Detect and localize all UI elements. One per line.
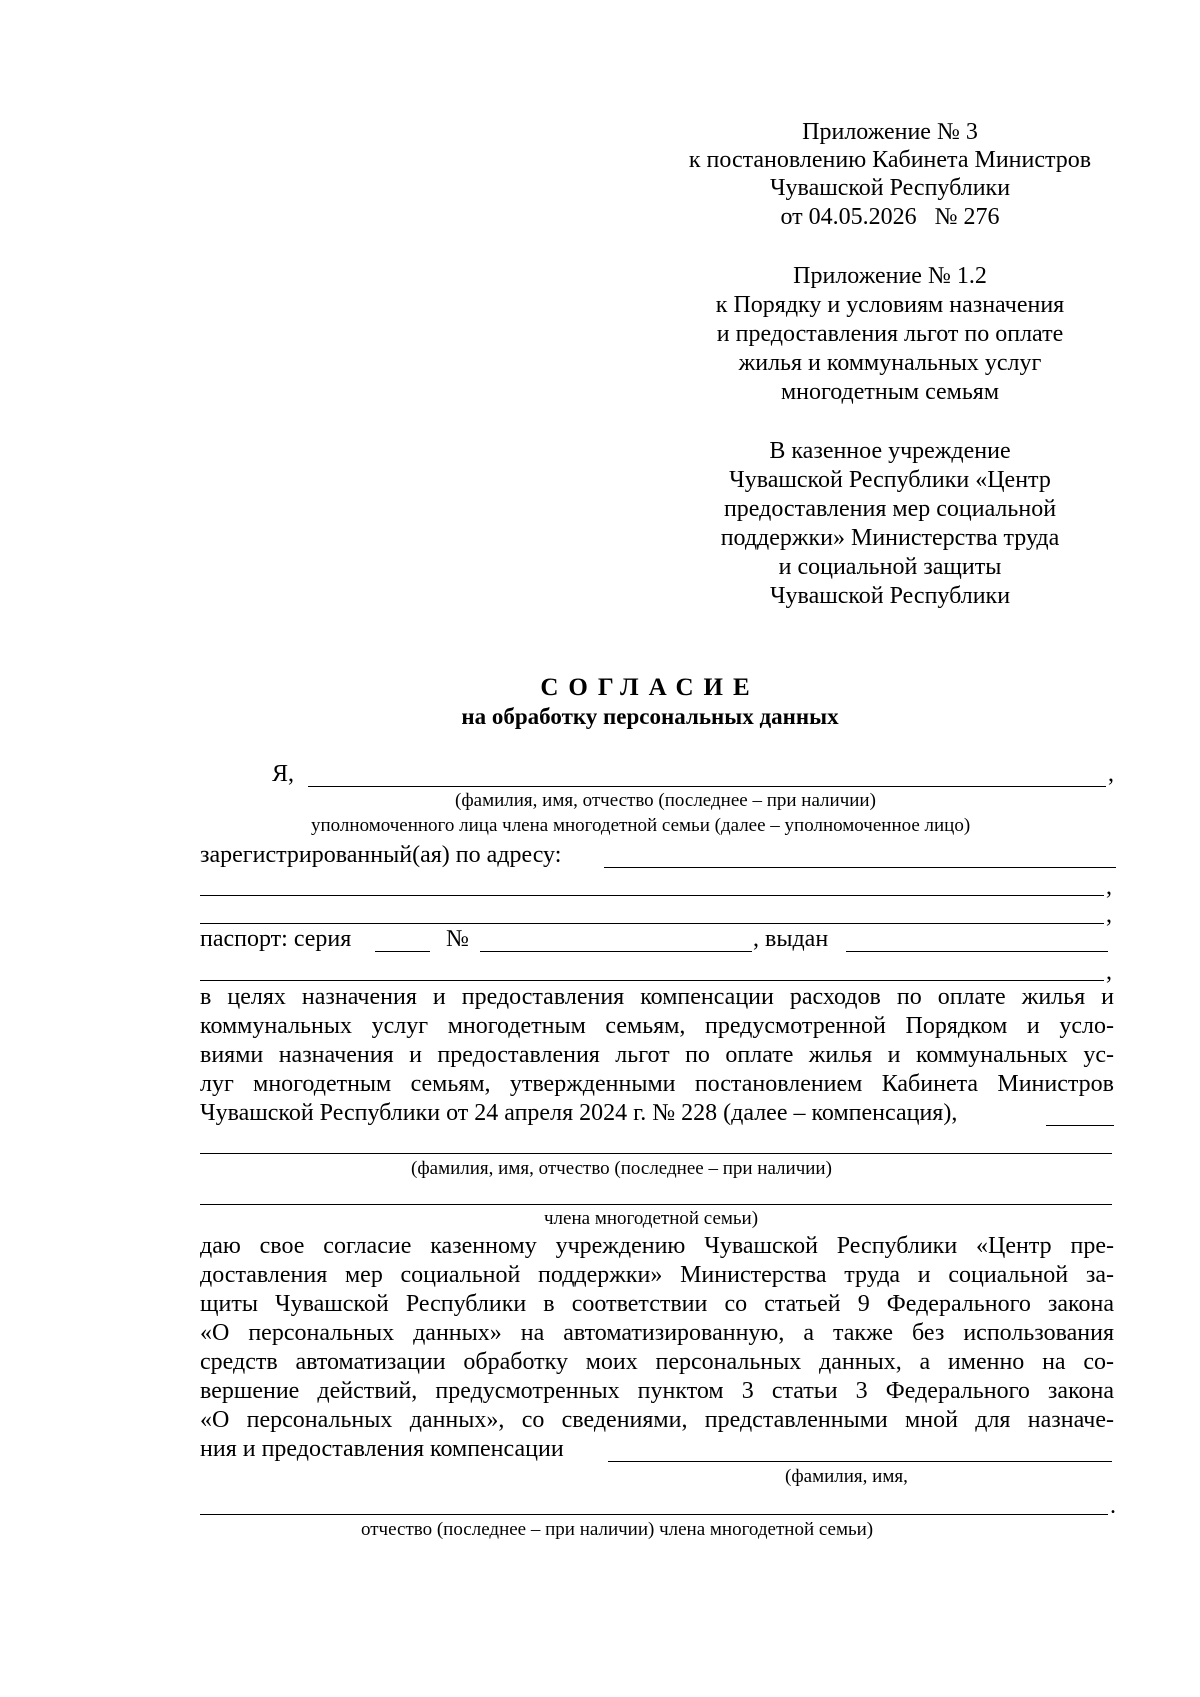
representative-hint: уполномоченного лица члена многодетной семьи (далее – уполномоченное лицо) <box>311 815 971 836</box>
address-comma-1: , <box>1106 874 1112 900</box>
address-input-line-2[interactable] <box>200 895 1104 896</box>
addressee-line-3: предоставления мер социальной <box>723 496 1057 522</box>
passport-series-line[interactable] <box>375 951 430 952</box>
fio-hint: (фамилия, имя, отчество (последнее – при наличии) <box>455 790 876 811</box>
purpose-line-1: в целях назначения и предоставления компенсации расходов по оплате жилья и <box>200 984 1114 1010</box>
final-hint-2: отчество (последнее – при наличии) члена многодетной семьи) <box>361 1519 874 1540</box>
member-fio-hint: (фамилия, имя, отчество (последнее – при наличии) <box>411 1158 832 1179</box>
consent-line-1: даю свое согласие казенному учреждению Чувашской Республики «Центр пре- <box>200 1233 1114 1259</box>
addressee-line-1: В казенное учреждение <box>769 438 1011 464</box>
issued-comma: , <box>1106 959 1112 985</box>
issued-label: , выдан <box>753 926 829 952</box>
purpose-line-3: виями назначения и предоставления льгот по оплате жилья и коммунальных ус- <box>200 1042 1114 1068</box>
member-hint-end: члена многодетной семьи) <box>544 1208 759 1229</box>
address-comma-2: , <box>1106 902 1112 928</box>
fio-comma: , <box>1108 761 1114 787</box>
appendix-number: Приложение № 3 <box>802 119 978 145</box>
document-subtitle: на обработку персональных данных <box>461 704 839 729</box>
addressee-line-4: поддержки» Министерства труда <box>720 525 1060 551</box>
final-member-line-1[interactable] <box>608 1461 1112 1462</box>
passport-label: паспорт: серия <box>200 926 352 952</box>
member-input-line-start[interactable] <box>1046 1125 1114 1126</box>
consent-line-7: «О персональных данных», со сведениями, представленными мной для назначе- <box>200 1407 1114 1433</box>
appendix-republic: Чувашской Республики <box>769 175 1011 201</box>
fio-input-line[interactable] <box>308 786 1106 787</box>
passport-number-line[interactable] <box>480 951 752 952</box>
consent-line-3: щиты Чувашской Республики в соответствии со статьей 9 Федерального закона <box>200 1291 1114 1317</box>
issued-by-line-1[interactable] <box>846 951 1108 952</box>
number-sign: № <box>446 926 469 952</box>
final-hint-1: (фамилия, имя, <box>785 1466 908 1487</box>
consent-line-5: средств автоматизации обработку моих персональных данных, а именно на со- <box>200 1349 1114 1375</box>
i-label: Я, <box>272 761 295 787</box>
purpose-line-2: коммунальных услуг многодетным семьям, предусмотренной Порядком и усло- <box>200 1013 1114 1039</box>
address-label: зарегистрированный(ая) по адресу: <box>200 842 562 868</box>
final-period: . <box>1110 1493 1116 1519</box>
member-input-line-1[interactable] <box>200 1153 1112 1154</box>
address-input-line-1[interactable] <box>604 867 1116 868</box>
appendix-date: от 04.05.2026 № 276 <box>780 204 1000 230</box>
order-appendix-line-5: многодетным семьям <box>780 379 1000 405</box>
addressee-line-6: Чувашской Республики <box>769 583 1011 609</box>
consent-line-8: ния и предоставления компенсации <box>200 1436 564 1462</box>
address-input-line-3[interactable] <box>200 923 1104 924</box>
order-appendix-line-3: и предоставления льгот по оплате <box>716 321 1064 347</box>
document-title: СОГЛАСИЕ <box>540 674 760 701</box>
appendix-decree: к постановлению Кабинета Министров <box>688 147 1092 173</box>
consent-line-6: вершение действий, предусмотренных пунктом 3 статьи 3 Федерального закона <box>200 1378 1114 1404</box>
issued-by-line-2[interactable] <box>200 980 1104 981</box>
consent-line-2: доставления мер социальной поддержки» Министерства труда и социальной за- <box>200 1262 1114 1288</box>
purpose-line-5: Чувашской Республики от 24 апреля 2024 г. № 228 (далее – компенсация), <box>200 1100 958 1126</box>
order-appendix-number: Приложение № 1.2 <box>793 263 987 289</box>
addressee-line-5: и социальной защиты <box>778 554 1002 580</box>
final-member-line-2[interactable] <box>200 1514 1108 1515</box>
addressee-line-2: Чувашской Республики «Центр <box>729 467 1051 493</box>
purpose-line-4: луг многодетным семьям, утвержденными постановлением Кабинета Министров <box>200 1071 1114 1097</box>
order-appendix-line-4: жилья и коммунальных услуг <box>738 350 1042 376</box>
member-input-line-2[interactable] <box>200 1204 1112 1205</box>
consent-line-4: «О персональных данных» на автоматизированную, а также без использования <box>200 1320 1114 1346</box>
order-appendix-line-2: к Порядку и условиям назначения <box>715 292 1065 318</box>
